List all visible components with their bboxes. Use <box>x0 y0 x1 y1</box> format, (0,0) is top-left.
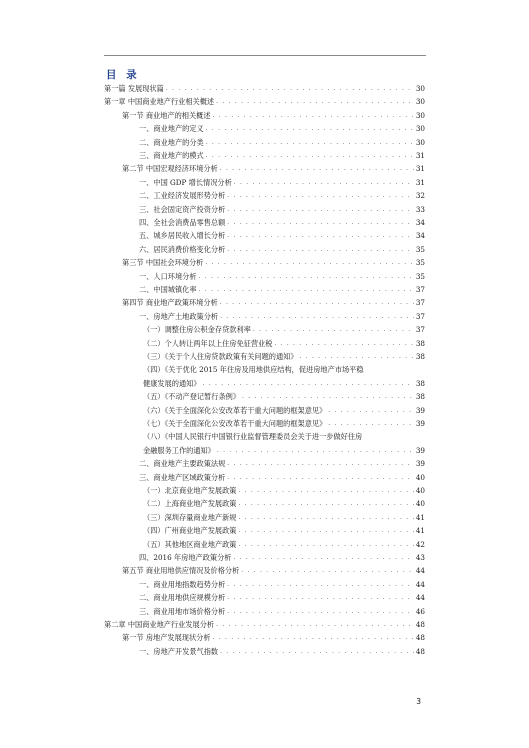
toc-entry-label: 一、房地产开发景气指数 <box>139 646 219 656</box>
toc-entry-label: 三、商业地产的模式 <box>139 151 204 160</box>
toc-entry[interactable] <box>143 362 425 375</box>
leader-dots <box>220 164 414 174</box>
toc-entry[interactable] <box>139 215 425 228</box>
toc-entry[interactable] <box>143 403 425 416</box>
leader-dots <box>300 352 414 362</box>
toc-entry[interactable] <box>122 255 425 268</box>
toc-entry-label: （八）《中国人民银行中国银行业监督管理委员会关于进一步做好住房 <box>143 432 423 442</box>
toc-entry-label: （四）广州商业地产发展政策 <box>143 526 237 536</box>
leader-dots <box>234 178 414 188</box>
toc-entry[interactable] <box>139 282 425 295</box>
toc-entry-page: 38 <box>415 338 425 348</box>
toc-entry-label: 四、2016 年房地产政策分析 <box>139 553 232 562</box>
toc-entry[interactable] <box>104 617 425 630</box>
toc-entry[interactable] <box>143 510 425 523</box>
toc-entry[interactable] <box>143 429 425 442</box>
toc-entry[interactable] <box>143 537 425 550</box>
toc-entry-page: 30 <box>415 124 425 134</box>
toc-entry-page: 34 <box>415 218 425 227</box>
page-number: 3 <box>416 697 421 706</box>
toc-entry-page: 31 <box>415 177 425 187</box>
toc-entry-page: 39 <box>415 445 425 455</box>
leader-dots <box>227 473 414 483</box>
toc-entry-label: 第一节 房地产发展现状分析 <box>122 633 211 643</box>
toc-entry[interactable] <box>104 94 425 107</box>
toc-entry-label: （五）《不动产登记暂行条例》 <box>143 392 241 402</box>
toc-entry-page: 43 <box>415 553 425 562</box>
toc-entry-label: 一、房地产土地政策分析 <box>139 311 219 321</box>
toc-entry-page: 40 <box>415 472 425 482</box>
leader-dots <box>206 124 414 134</box>
leader-dots <box>220 298 414 308</box>
toc-entry-page: 39 <box>415 419 425 428</box>
toc-entry-label: 第二章 中国商业地产行业发展分析 <box>104 620 215 629</box>
toc-entry-label: 金融服务工作的通知》 <box>143 445 215 455</box>
toc-entry-page: 44 <box>415 579 425 589</box>
toc-entry-label: （六）《关于全面深化公安改革若干重大问题的框架意见》 <box>143 405 327 415</box>
leader-dots <box>227 580 414 590</box>
toc-entry-label: 一、中国 GDP 增长情况分析 <box>139 177 232 187</box>
leader-dots <box>213 633 414 643</box>
leader-dots <box>227 191 414 201</box>
toc-entry-label: 第一节 商业地产的相关概述 <box>122 110 211 120</box>
toc-entry-label: 健康发展的通知》 <box>143 378 201 388</box>
toc-entry-label: 一、商业用地指数趋势分析 <box>139 579 226 589</box>
toc-entry-label: 第二节 中国宏观经济环境分析 <box>122 164 218 174</box>
toc-entry-page: 30 <box>415 84 425 93</box>
leader-dots <box>220 647 414 657</box>
toc-entry-page: 38 <box>415 378 425 388</box>
toc-entry[interactable] <box>139 135 425 148</box>
toc-entry[interactable] <box>104 81 425 94</box>
toc-entry[interactable] <box>139 242 425 255</box>
toc-entry[interactable] <box>143 336 425 349</box>
toc-entry[interactable] <box>139 644 425 657</box>
toc-entry-page: 40 <box>415 486 425 495</box>
toc-entry[interactable] <box>143 483 425 496</box>
toc-entry[interactable] <box>139 269 425 282</box>
toc-entry[interactable] <box>143 349 425 362</box>
leader-dots <box>242 392 414 402</box>
leader-dots <box>206 138 414 148</box>
toc-entry-label: 三、商业用地市场价格分析 <box>139 606 226 616</box>
toc-entry-label: 二、商业地产的分类 <box>139 137 204 147</box>
leader-dots <box>213 111 414 121</box>
leader-dots <box>217 446 414 456</box>
toc-entry-label: 三、社会固定资产投资分析 <box>139 204 226 214</box>
toc-entry[interactable] <box>139 148 425 161</box>
toc-entry-page: 35 <box>415 258 425 268</box>
leader-dots <box>227 593 414 603</box>
leader-dots <box>227 231 414 241</box>
toc-entry-page: 48 <box>415 646 425 656</box>
leader-dots <box>199 285 414 295</box>
toc-entry-page: 33 <box>415 204 425 214</box>
toc-entry-label: 二、商业用地供应规模分析 <box>139 593 226 603</box>
toc-entry[interactable] <box>139 188 425 201</box>
header-rule <box>104 55 426 56</box>
leader-dots <box>205 258 413 268</box>
toc-entry-label: （七）《关于全面深化公安改革若干重大问题的框架意见》 <box>143 419 327 428</box>
toc-entry[interactable] <box>143 523 425 536</box>
leader-dots <box>227 218 414 228</box>
toc-entry[interactable] <box>139 202 425 215</box>
toc-entry-label: （三）深圳存量商业地产新规 <box>143 512 237 522</box>
toc-entry-label: 第四节 商业地产政策环境分析 <box>122 298 218 308</box>
leader-dots <box>253 325 414 335</box>
toc-entry-label: 第一篇 发展现状篇 <box>104 84 164 93</box>
toc-entry-page: 40 <box>415 499 425 509</box>
toc-entry-label: （一）北京商业地产发展政策 <box>143 486 237 495</box>
toc-entry-page: 41 <box>415 526 425 536</box>
toc-entry[interactable] <box>143 416 425 429</box>
leader-dots <box>216 620 414 630</box>
toc-entry-label: 六、居民消费价格变化分析 <box>139 244 226 254</box>
toc-entry[interactable] <box>143 322 425 335</box>
toc-entry[interactable] <box>122 161 425 174</box>
toc-entry-page: 46 <box>415 606 425 616</box>
leader-dots <box>227 607 414 617</box>
leader-dots <box>206 151 414 161</box>
toc-entry[interactable] <box>139 309 425 322</box>
toc-entry[interactable] <box>139 577 425 590</box>
toc-title: 目 录 <box>106 69 140 81</box>
toc-entry-label: 二、商业地产主要政策法规 <box>139 459 226 469</box>
toc-entry-page: 31 <box>415 151 425 160</box>
toc-entry-page: 30 <box>415 137 425 147</box>
toc-entry-page: 35 <box>415 244 425 254</box>
toc-entry[interactable] <box>143 376 425 389</box>
toc-entry-label: （二）上海商业地产发展政策 <box>143 499 237 509</box>
toc-entry[interactable] <box>143 443 425 456</box>
toc-entry[interactable] <box>122 295 425 308</box>
toc-entry-page: 30 <box>415 97 425 107</box>
toc-entry[interactable] <box>143 389 425 402</box>
toc-entry[interactable] <box>143 496 425 509</box>
leader-dots <box>216 97 414 107</box>
toc-entry-page: 41 <box>415 512 425 522</box>
leader-dots <box>238 499 413 509</box>
toc-entry[interactable] <box>139 456 425 469</box>
toc-entry-label: 三、商业地产区域政策分析 <box>139 472 226 482</box>
toc-entry-label: 二、工业经济发展形势分析 <box>139 191 226 201</box>
leader-dots <box>227 459 414 469</box>
toc-entry-page: 37 <box>415 311 425 321</box>
toc-entry-label: （二）个人转让两年以上住房免征营业税 <box>143 338 273 348</box>
toc-entry-label: 二、中国城镇化率 <box>139 285 197 294</box>
leader-dots <box>328 406 414 416</box>
leader-dots <box>227 205 414 215</box>
toc-entry[interactable] <box>139 590 425 603</box>
toc-entry-label: （一）调整住房公积金存贷款利率 <box>143 325 251 335</box>
toc-entry[interactable] <box>139 604 425 617</box>
toc-entry-label: 四、全社会消费品零售总额 <box>139 218 226 227</box>
toc-entry-page: 38 <box>415 392 425 402</box>
leader-dots <box>203 379 414 389</box>
toc-entry-page: 38 <box>415 352 425 361</box>
toc-entry[interactable] <box>122 563 425 576</box>
toc-entry-page: 34 <box>415 231 425 241</box>
toc-entry-page: 44 <box>415 593 425 603</box>
leader-dots <box>238 540 413 550</box>
leader-dots <box>220 312 414 322</box>
toc-entry-page: 44 <box>415 566 425 576</box>
leader-dots <box>238 486 413 496</box>
leader-dots <box>274 339 413 349</box>
toc-entry[interactable] <box>139 550 425 563</box>
toc-entry[interactable] <box>139 470 425 483</box>
toc-entry-page: 30 <box>415 110 425 120</box>
toc-entry-label: （三）《关于个人住房贷款政策有关问题的通知》 <box>143 352 298 361</box>
toc-entry-page: 37 <box>415 325 425 335</box>
leader-dots <box>227 245 414 255</box>
toc-entry-page: 37 <box>415 285 425 294</box>
toc-entry-page: 37 <box>415 298 425 308</box>
toc-entry-label: 一、商业地产的定义 <box>139 124 204 134</box>
leader-dots <box>238 526 413 536</box>
toc-entry[interactable] <box>139 228 425 241</box>
toc-entry-page: 35 <box>415 271 425 281</box>
toc-entry-label: 第三节 中国社会环境分析 <box>122 258 204 268</box>
toc-entry-page: 31 <box>415 164 425 174</box>
toc-entry[interactable] <box>122 630 425 643</box>
toc-entry[interactable] <box>139 121 425 134</box>
leader-dots <box>328 419 414 429</box>
leader-dots <box>241 566 414 576</box>
toc-entry-page: 32 <box>415 191 425 201</box>
toc-entry[interactable] <box>139 175 425 188</box>
toc-entry-label: 第一章 中国商业地产行业相关概述 <box>104 97 215 107</box>
leader-dots <box>233 553 413 563</box>
toc-entry-page: 42 <box>415 539 425 549</box>
toc-entry-label: 第五节 商业用地供应情况及价格分析 <box>122 566 240 576</box>
toc-entry-label: （四）《关于优化 2015 年住房及用地供应结构，促进房地产市场平稳 <box>143 365 423 375</box>
toc-entry-label: 一、人口环境分析 <box>139 271 197 281</box>
toc-entry-page: 48 <box>415 620 425 629</box>
toc-entry[interactable] <box>122 108 425 121</box>
toc-entry-label: 五、城乡居民收入增长分析 <box>139 231 226 241</box>
toc-entry-label: （五）其他地区商业地产政策 <box>143 539 237 549</box>
leader-dots <box>199 272 414 282</box>
leader-dots <box>238 513 413 523</box>
leader-dots <box>166 84 414 94</box>
toc-entry-page: 48 <box>415 633 425 643</box>
toc-entry-page: 39 <box>415 405 425 415</box>
toc-entry-page: 39 <box>415 459 425 469</box>
